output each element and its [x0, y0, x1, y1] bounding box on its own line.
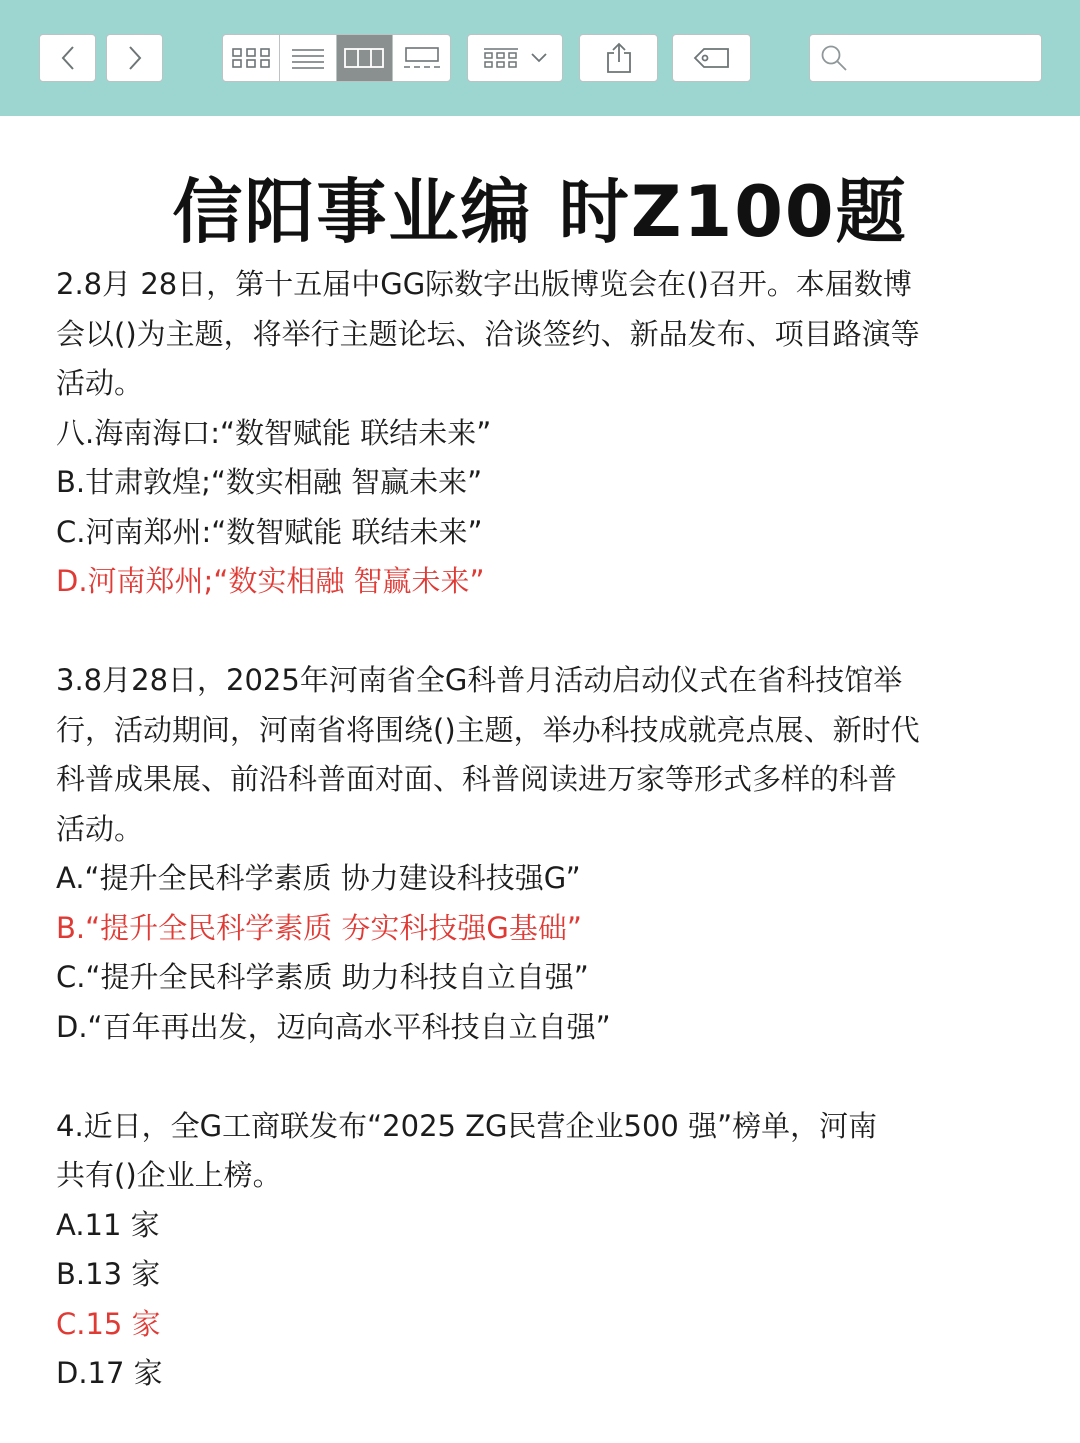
group-by-icon [483, 47, 519, 69]
view-mode-selector [222, 34, 451, 82]
share-icon [605, 42, 633, 74]
question-4 [56, 1102, 1028, 1399]
column-view-icon [344, 47, 384, 69]
question-2 [56, 260, 1028, 607]
spacer [56, 1052, 1028, 1102]
option-a: A.“提升全民科学素质 协力建设科技强G” [56, 861, 581, 895]
chevron-left-icon [60, 45, 76, 71]
option-b: B.13 家 [56, 1257, 161, 1291]
question-text-line: 行，活动期间，河南省将围绕()主题，举办科技成就亮点展、新时代 [56, 712, 920, 747]
question-text-line: 3.8月28日，2025年河南省全G科普月活动启动仪式在省科技馆举 [56, 663, 903, 697]
list-view-button[interactable] [280, 35, 337, 81]
option-d: D.17 家 [56, 1356, 163, 1390]
icon-view-button[interactable] [223, 35, 280, 81]
forward-button[interactable] [106, 34, 163, 82]
gallery-view-icon [403, 46, 441, 70]
tag-button[interactable] [672, 34, 751, 82]
question-text-line: 4.近日，全G工商联发布“2025 ZG民营企业500 强”榜单，河南 [56, 1108, 878, 1143]
search-icon [820, 44, 848, 72]
question-text-line: 科普成果展、前沿科普面对面、科普阅读进万家等形式多样的科普 [56, 762, 898, 796]
option-c: C.“提升全民科学素质 助力科技自立自强” [56, 960, 589, 994]
question-text-line: 2.8月 28日，第十五届中GG际数字出版博览会在()召开。本届数博 [56, 267, 912, 301]
question-list [56, 260, 1028, 1399]
question-text-line: 活动。 [56, 811, 144, 846]
question-text-line: 会以()为主题，将举行主题论坛、洽谈签约、新品发布、项目路演等 [56, 316, 920, 351]
tag-icon [693, 47, 731, 69]
option-c-answer: C.15 家 [56, 1306, 161, 1341]
column-view-button[interactable] [337, 35, 394, 81]
back-button[interactable] [39, 34, 96, 82]
option-b-answer: B.“提升全民科学素质 夯实科技强G基础” [56, 910, 582, 945]
option-d: D.“百年再出发，迈向高水平科技自立自强” [56, 1009, 611, 1044]
list-view-icon [291, 47, 325, 69]
search-input[interactable] [856, 47, 1080, 70]
grid-view-icon [231, 46, 271, 70]
share-button[interactable] [579, 34, 658, 82]
option-b: B.甘肃敦煌;“数实相融 智赢未来” [56, 465, 483, 499]
chevron-right-icon [127, 45, 143, 71]
question-text-line: 共有()企业上榜。 [56, 1158, 282, 1192]
chevron-down-icon [531, 53, 547, 63]
question-3 [56, 656, 1028, 1052]
option-c: C.河南郑州:“数智赋能 联结未来” [56, 514, 483, 549]
option-d-answer: D.河南郑州;“数实相融 智赢未来” [56, 564, 485, 598]
question-text-line: 活动。 [56, 366, 144, 400]
option-a: A.11 家 [56, 1207, 160, 1242]
page-title: 信阳事业编 时Z100题 [172, 171, 908, 253]
document-content [0, 116, 1080, 1443]
group-by-button[interactable] [467, 34, 563, 82]
option-a: 八.海南海口:“数智赋能 联结未来” [56, 415, 492, 450]
toolbar [0, 0, 1080, 116]
gallery-view-button[interactable] [393, 35, 450, 81]
search-field[interactable] [809, 34, 1042, 82]
spacer [56, 607, 1028, 657]
